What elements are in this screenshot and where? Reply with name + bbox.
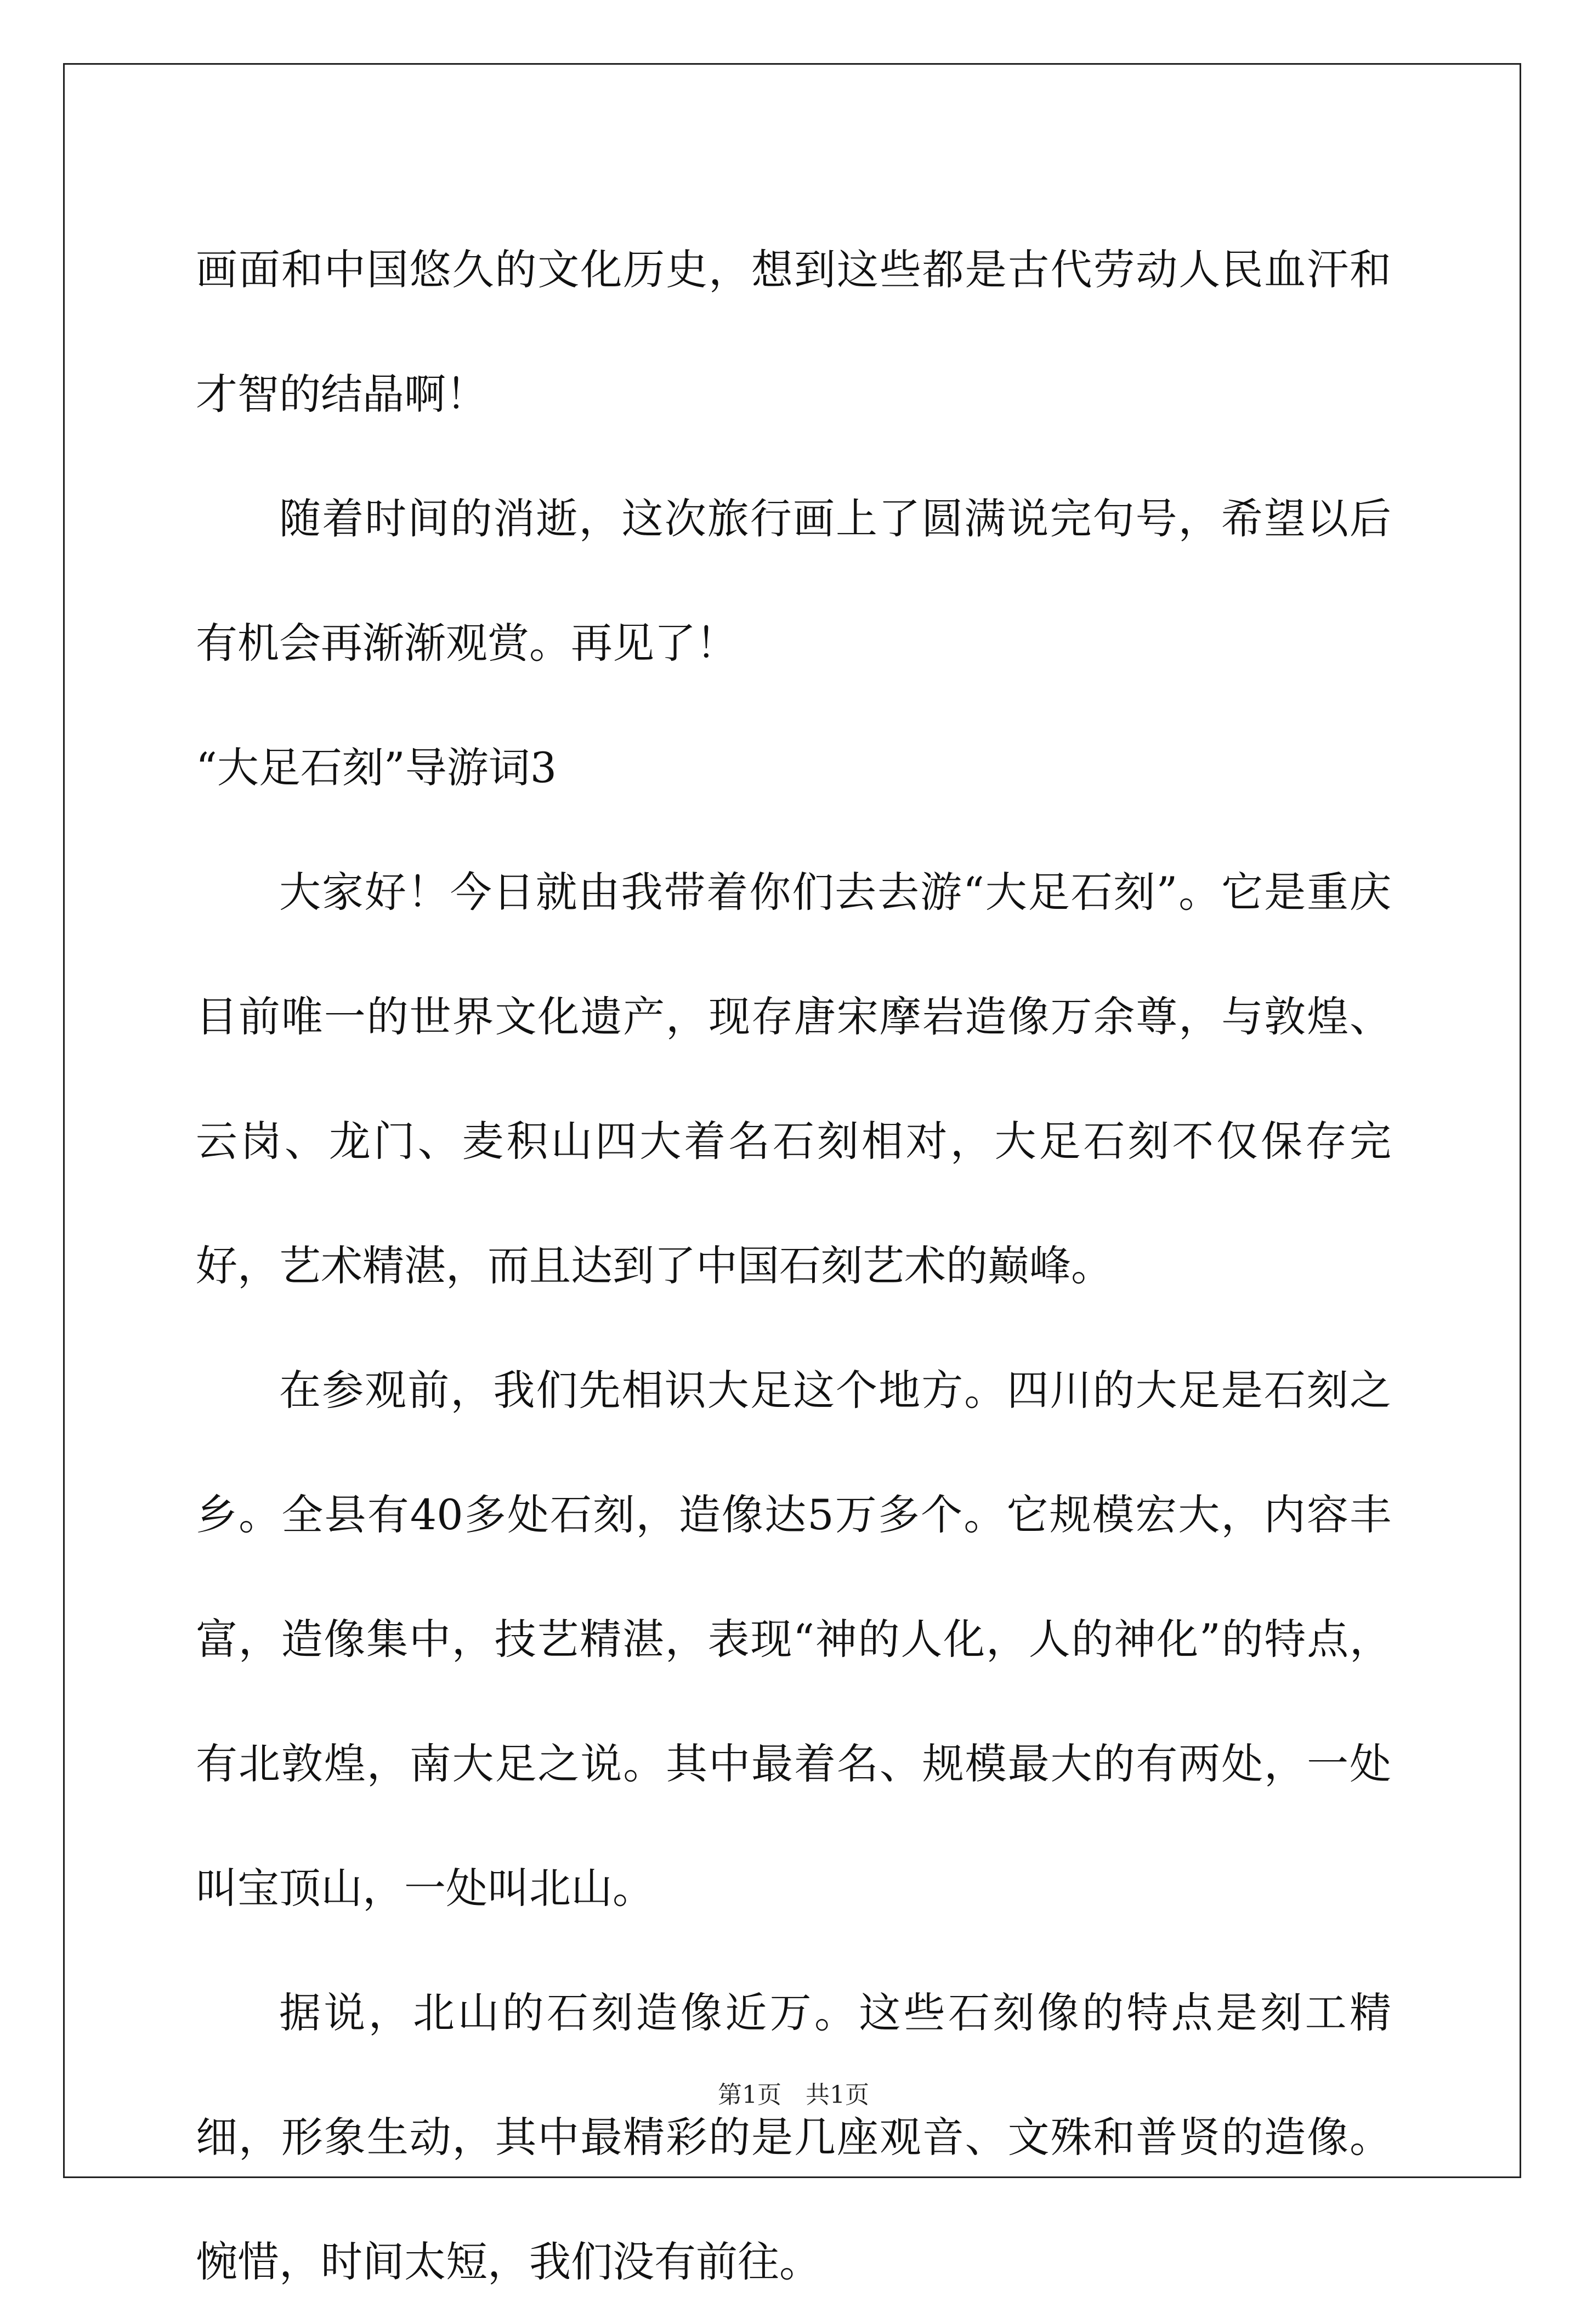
paragraph-2: 随着时间的消逝，这次旅行画上了圆满说完句号，希望以后有机会再渐渐观赏。再见了！: [196, 494, 1391, 668]
paragraph-1: 画面和中国悠久的文化历史，想到这些都是古代劳动人民血汗和才智的结晶啊！: [196, 245, 1391, 419]
page-footer: 第1页 共1页: [718, 2081, 869, 2109]
document-body: [196, 207, 1391, 2324]
section-heading: “大足石刻”导游词3: [196, 743, 557, 792]
paragraph-4: 在参观前，我们先相识大足这个地方。四川的大足是石刻之乡。全县有40多处石刻，造像达5万多个。它规模宏大，内容丰富，造像集中，技艺精湛，表现“神的人化，人的神化”的特点，有北敦煌，南大足之说。其中最着名、规模最大的有两处，一处叫宝顶山，一处叫北山。: [196, 1366, 1391, 1913]
paragraph-3: 大家好！今日就由我带着你们去去游“大足石刻”。它是重庆目前唯一的世界文化遗产，现存唐宋摩岩造像万余尊，与敦煌、云岗、龙门、麦积山四大着名石刻相对，大足石刻不仅保存完好，艺术精湛，而且达到了中国石刻艺术的巅峰。: [196, 868, 1391, 1290]
paragraph-5: 据说，北山的石刻造像近万。这些石刻像的特点是刻工精细，形象生动，其中最精彩的是几座观音、文殊和普贤的造像。惋惜，时间太短，我们没有前往。: [196, 1988, 1391, 2286]
